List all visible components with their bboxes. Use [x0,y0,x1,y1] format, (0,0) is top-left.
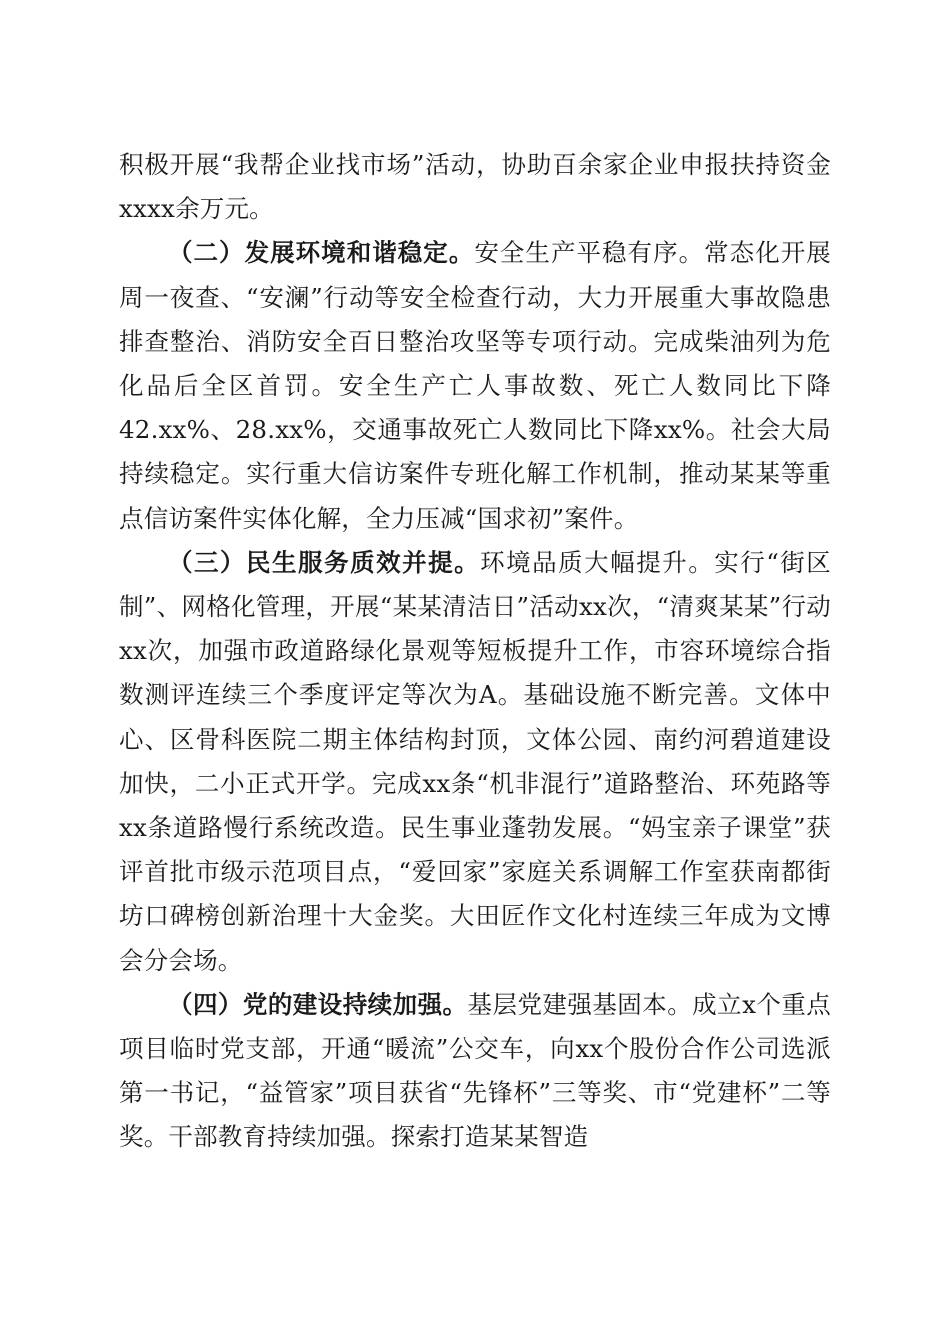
section-heading: （四）党的建设持续加强。 [168,989,468,1019]
paragraph-party-building [119,983,831,1160]
paragraph-text: 环境品质大幅提升。实行“街区制”、网格化管理，开展“某某清洁日”活动xx次，“清爽某某”行动xx次，加强市政道路绿化景观等短板提升工作，市容环境综合指数测评连续三个季度评定等次为A。基础设施不断完善。文体中心、区骨科医院二期主体结构封顶，文体公园、南约河碧道建设加快，二小正式开学。完成xx条“机非混行”道路整治、环苑路等xx条道路慢行系统改造。民生事业蓬勃发展。“妈宝亲子课堂”获评首批市级示范项目点，“爱回家”家庭关系调解工作室获南都街坊口碑榜创新治理十大金奖。大田匠作文化村连续三年成为文博会分会场。 [119,547,832,975]
paragraph-text: 基层党建强基固本。成立x个重点项目临时党支部，开通“暖流”公交车，向xx个股份合作公司选派第一书记，“益管家”项目获省“先锋杯”三等奖、市“党建杯”二等奖。干部教育持续加强。探索打造某某智造 [119,989,831,1152]
paragraph-continuation [119,143,831,231]
paragraph-livelihood-services [119,541,831,983]
paragraph-development-environment [119,231,831,540]
section-heading: （三）民生服务质效并提。 [168,547,481,577]
section-heading: （二）发展环境和谐稳定。 [168,238,475,268]
paragraph-text: 积极开展“我帮企业找市场”活动，协助百余家企业申报扶持资金xxxx余万元。 [119,150,831,224]
paragraph-text: 安全生产平稳有序。常态化开展周一夜查、“安澜”行动等安全检查行动，大力开展重大事故隐患排查整治、消防安全百日整治攻坚等专项行动。完成柴油列为危化品后全区首罚。安全生产亡人事故数、死亡人数同比下降42.xx%、28.xx%，交通事故死亡人数同比下降xx%。社会大局持续稳定。实行重大信访案件专班化解工作机制，推动某某等重点信访案件实体化解，全力压减“国求初”案件。 [119,238,831,533]
document-body [119,143,831,1160]
